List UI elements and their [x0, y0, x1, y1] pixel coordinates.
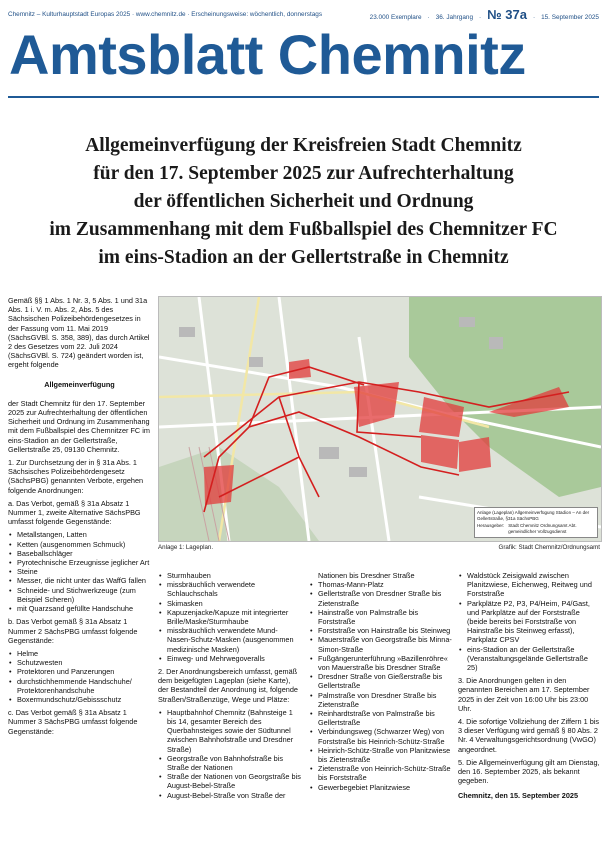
- list-item: • Boxermundschutz/Gebissschutz: [17, 695, 151, 704]
- list-item: • Helme: [17, 649, 151, 658]
- top-info-right: 23.000 Exemplare · 36. Jahrgang · № 37a · 15. September 2025: [369, 6, 599, 22]
- list-item: • Dresdner Straße von Gießerstraße bis Gellertstraße: [318, 672, 452, 690]
- list-item: • missbräuchlich verwendete Schlauchschals: [167, 580, 301, 598]
- section-3: 3. Die Anordnungen gelten in den genannten Bereichen am 17. September 2025 in der Zeit von 16:00 Uhr bis 23:00 Uhr.: [458, 676, 590, 713]
- list-item: • Baseballschläger: [17, 549, 151, 558]
- list-item: • Mauerstraße von Georgstraße bis Minna-Simon-Straße: [318, 635, 452, 653]
- list-item: • Kapuzenjacke/Kapuze mit integrierter Brille/Maske/Sturmhaube: [167, 608, 301, 626]
- legal-basis: Gemäß §§ 1 Abs. 1 Nr. 3, 5 Abs. 1 und 31a Abs. 1 i. V. m. Abs. 2, Abs. 5 des Sächsischen Polizeibehördengesetzes in der Fassung vom 11. Mai 2019 (SächsGVBl. S. 358, 389), das durch Artikel 2 des Gesetzes vom 22. Juli 2024 (SächsGVBl. S. 724) geändert worden ist, ergeht folgende: [8, 296, 150, 370]
- top-info-bar: [8, 7, 599, 21]
- section-1: 1. Zur Durchsetzung der in § 31a Abs. 1 Sächsisches Polizeibehördengesetz (SächsPBG) genannten Verbote, ergehen folgende Anordnungen:: [8, 458, 144, 495]
- legend-value: Stadt Chemnitz Ordnungsamt Abt. gemeindlicher Vollzugsdienst: [508, 523, 577, 534]
- list-item: • Heinrich-Schütz-Straße von Planitzwiese bis Zietenstraße: [318, 746, 452, 764]
- list-item: • Pyrotechnische Erzeugnisse jeglicher Art: [17, 558, 151, 567]
- list-item: • Waldstück Zeisigwald zwischen Planitzwiese, Eichenweg, Reitweg und Forststraße: [467, 571, 600, 599]
- column-2: [158, 571, 301, 804]
- area-list-end: [458, 571, 600, 672]
- list-item: • Metallstangen, Latten: [17, 530, 151, 539]
- issue-date: 15. September 2025: [541, 13, 599, 21]
- list-item: • August-Bebel-Straße von Straße der: [167, 791, 301, 800]
- area-list-continued: [309, 580, 452, 792]
- headline-line: Allgemeinverfügung der Kreisfreien Stadt Chemnitz: [85, 135, 522, 156]
- list-item: • Gellertstraße von Dresdner Straße bis Zietenstraße: [318, 589, 452, 607]
- list-item: • missbräuchlich verwendete Mund-Nasen-Schutz-Masken (ausgenommen medizinische Masken): [167, 626, 301, 654]
- list-item: • Protektoren und Panzerungen: [17, 667, 151, 676]
- list-item: • Parkplätze P2, P3, P4/Heim, P4/Gast, und Parkplätze auf der Forststraße (beide bereits bei Forststraße von Hainstraße bis Steinweg erfasst), Parkplatz CPSV: [467, 599, 600, 645]
- section-1c: c. Das Verbot gemäß § 31a Absatz 1 Nummer 3 SächsPBG umfasst folgende Gegenstände:: [8, 708, 138, 736]
- decree-heading: Allgemeinverfügung: [44, 379, 115, 389]
- section-1b: b. Das Verbot gemäß § 31a Absatz 1 Nummer 2 SächsPBG umfasst folgende Gegenstände:: [8, 617, 138, 645]
- list-item: • Schneide- und Stichwerkzeuge (zum Beispiel Scheren): [17, 586, 151, 604]
- list-item: • Reinhardtstraße von Palmstraße bis Gellertstraße: [318, 709, 452, 727]
- headline-line: der öffentlichen Sicherheit und Ordnung: [133, 191, 474, 212]
- decree-paragraph: der Stadt Chemnitz für den 17. September 2025 zur Aufrechterhaltung der öffentlichen Sicherheit und Ordnung im Zusammenhang mit dem Fußballspiel des Chemnitzer FC im eins-Stadion an der Gellertstraße, Gellertstraße 25, 09130 Chemnitz.: [8, 398, 150, 454]
- masthead-title: Amtsblatt Chemnitz: [9, 23, 526, 86]
- list-item: • Hauptbahnhof Chemnitz (Bahnsteige 1 bis 14, gesamter Bereich des Querbahnsteiges sowie der Südtunnel zwischen Bahnhofstraße und Dresdner Straße): [167, 708, 301, 754]
- list-item: • Verbindungsweg (Schwarzer Weg) von Forststraße bis Heinrich-Schütz-Straße: [318, 727, 452, 745]
- list-item: • durchstichhemmende Handschuhe/ Protektorenhandschuhe: [17, 677, 151, 695]
- list-item: • Georgstraße von Bahnhofstraße bis Straße der Nationen: [167, 754, 301, 772]
- headline-line: im eins-Stadion an der Gellertstraße in Chemnitz: [98, 247, 509, 268]
- masthead-rule: [8, 96, 599, 98]
- list-item: • Messer, die nicht unter das WaffG fallen: [17, 576, 151, 585]
- section-4: 4. Die sofortige Vollziehung der Ziffern 1 bis 3 dieser Verfügung wird gemäß § 80 Abs. 2 Nr. 4 Verwaltungsgerichtsordnung (VwGO) angeordnet.: [458, 717, 600, 754]
- item-list-b: [8, 649, 151, 704]
- list-item: • Gewerbegebiet Planitzwiese: [318, 783, 452, 792]
- copies-count: 23.000 Exemplare: [369, 13, 422, 21]
- list-item: • Thomas-Mann-Platz: [318, 580, 452, 589]
- issue-number: № 37a: [487, 6, 527, 22]
- legend-title: Anlage (Lageplan) Allgemeinverfügung Stadion – An der Gellertstraße, §31a SächsPBG: [477, 510, 590, 521]
- column-1: [8, 296, 151, 740]
- list-item: • Skimasken: [167, 599, 301, 608]
- list-item: • eins-Stadion an der Gellertstraße (Veranstaltungsgelände Gellertstraße 25): [467, 645, 600, 673]
- list-item: • Sturmhauben: [167, 571, 301, 580]
- map-credit: Grafik: Stadt Chemnitz/Ordnungsamt: [498, 544, 600, 551]
- section-5: 5. Die Allgemeinverfügung gilt am Dienstag, den 16. September 2025, als bekannt gegeben.: [458, 757, 600, 786]
- list-item: • Schutzwesten: [17, 658, 151, 667]
- map-caption: Anlage 1: Lageplan.: [158, 544, 214, 551]
- list-item: • Hainstraße von Palmstraße bis Forststraße: [318, 608, 452, 626]
- section-1a: a. Das Verbot, gemäß § 31a Absatz 1 Nummer 1, zweite Alternative SächsPBG umfasst folgende Gegenstände:: [8, 498, 141, 527]
- continued-text: Nationen bis Dresdner Straße: [318, 571, 415, 580]
- list-item: • Zietenstraße von Heinrich-Schütz-Straße bis Forststraße: [318, 764, 452, 782]
- legend-label: Herausgeber:: [477, 523, 505, 528]
- list-item: • Fußgängerunterführung »Bazillenröhre« von Mauerstraße bis Dresdner Straße: [318, 654, 452, 672]
- list-item: • Forststraße von Hainstraße bis Steinweg: [318, 626, 452, 635]
- section-2: 2. Der Anordnungsbereich umfasst, gemäß dem beigefügten Lageplan (siehe Karte), der Bestandteil der Anordnung ist, folgende Straßen/Straßenzüge, Wege und Plätze:: [158, 667, 298, 704]
- list-item: • Ketten (ausgenommen Schmuck): [17, 540, 151, 549]
- column-4: [458, 571, 600, 805]
- list-item: • Einweg- und Mehrwegoveralls: [167, 654, 301, 663]
- signature-line: Chemnitz, den 15. September 2025: [458, 791, 579, 801]
- headline-line: im Zusammenhang mit dem Fußballspiel des Chemnitzer FC: [49, 219, 558, 240]
- volume: 36. Jahrgang: [435, 13, 473, 21]
- area-list: [158, 708, 301, 800]
- list-item: • Steine: [17, 567, 151, 576]
- list-item: • mit Quarzsand gefüllte Handschuhe: [17, 604, 151, 613]
- map-caption-row: [158, 544, 600, 551]
- map-graphic: [159, 297, 601, 541]
- map-legend: [474, 507, 598, 538]
- column-3: [309, 571, 452, 796]
- item-list-a: [8, 530, 151, 613]
- item-list-c: [158, 571, 301, 663]
- article-headline: [8, 132, 599, 272]
- list-item: • Palmstraße von Dresdner Straße bis Zietenstraße: [318, 691, 452, 709]
- site-plan-map: [158, 296, 602, 542]
- headline-line: für den 17. September 2025 zur Aufrechterhaltung: [93, 163, 514, 184]
- top-info-left: Chemnitz – Kulturhauptstadt Europas 2025 · www.chemnitz.de · Erscheinungsweise: wöchentlich, donnerstags: [8, 10, 323, 18]
- list-item: • Straße der Nationen von Georgstraße bis August-Bebel-Straße: [167, 772, 301, 790]
